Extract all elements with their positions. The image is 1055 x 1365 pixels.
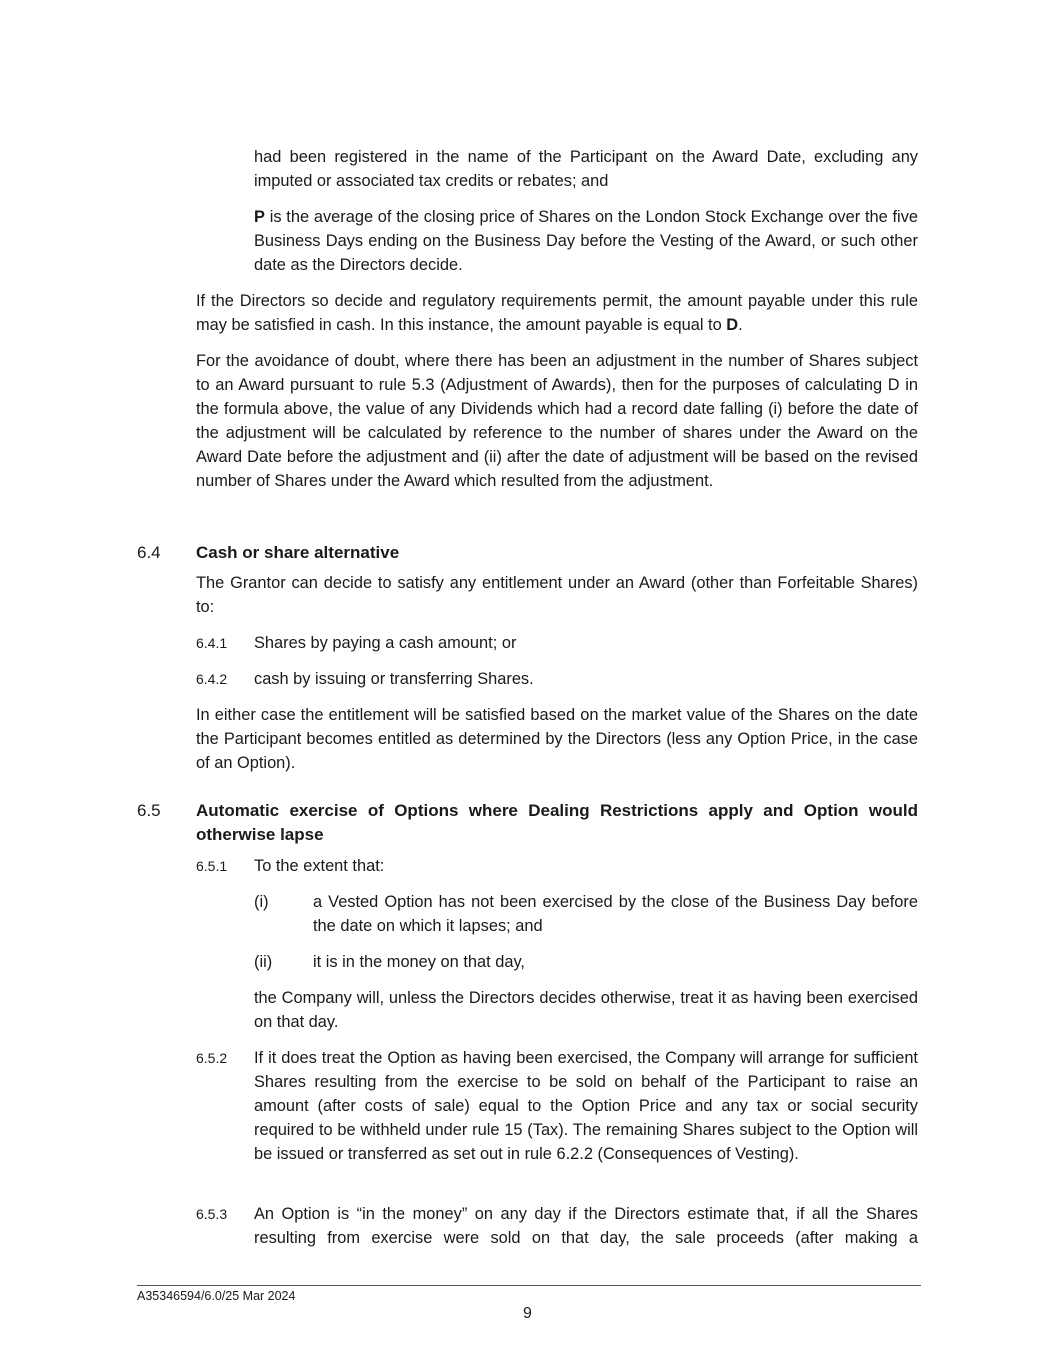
sub-number-ii: (ii) xyxy=(254,953,273,971)
clause-number-6-5-3: 6.5.3 xyxy=(196,1206,228,1222)
clause-text-6-4-2: cash by issuing or transferring Shares. xyxy=(254,670,534,688)
section-number-6-4: 6.4 xyxy=(137,543,161,562)
d-term: D xyxy=(726,316,739,334)
cash-payment-end: . xyxy=(738,316,743,334)
clause-6-5-1-closing: the Company will, unless the Directors decides otherwise, treat it as having been exercised on that day. xyxy=(254,989,918,1031)
cash-payment-paragraph xyxy=(196,289,918,337)
clause-number-6-5-2: 6.5.2 xyxy=(196,1050,228,1066)
p-term: P xyxy=(254,208,265,226)
avoidance-paragraph: For the avoidance of doubt, where there has been an adjustment in the number of Shares subject to an Award pursuant to rule 5.3 (Adjustment of Awards), then for the purposes of calculating D in the formula above, the value of any Dividends which had a record date falling (i) before the date of the adjustment will be calculated by reference to the number of shares under the Award on the Award Date before the adjustment and (ii) after the date of adjustment will be based on the revised number of Shares under the Award which resulted from the adjustment. xyxy=(196,352,918,490)
page-number: 9 xyxy=(523,1305,532,1322)
clause-text-6-5-1: To the extent that: xyxy=(254,857,385,875)
section-number-6-5: 6.5 xyxy=(137,801,161,820)
section-heading-6-5: Automatic exercise of Options where Dealing Restrictions apply and Option would otherwise lapse xyxy=(196,801,918,844)
footer-divider xyxy=(137,1285,921,1286)
continuation-paragraph: had been registered in the name of the Participant on the Award Date, excluding any imputed or associated tax credits or rebates; and xyxy=(254,148,918,190)
cash-payment-text: If the Directors so decide and regulatory requirements permit, the amount payable under this rule may be satisfied in cash. In this instance, the amount payable is equal to xyxy=(196,292,918,334)
clause-number-6-4-1: 6.4.1 xyxy=(196,635,228,651)
document-reference: A35346594/6.0/25 Mar 2024 xyxy=(137,1289,296,1303)
clause-number-6-4-2: 6.4.2 xyxy=(196,671,228,687)
p-definition-text: is the average of the closing price of Shares on the London Stock Exchange over the five Business Days ending on the Business Day before the Vesting of the Award, or such other date as the Directors decide. xyxy=(254,208,918,274)
sub-text-i: a Vested Option has not been exercised by the close of the Business Day before the date on which it lapses; and xyxy=(313,893,918,935)
section-6-4-intro: The Grantor can decide to satisfy any entitlement under an Award (other than Forfeitable Shares) to: xyxy=(196,574,918,616)
p-definition-paragraph xyxy=(254,205,918,277)
clause-text-6-5-3: An Option is “in the money” on any day if the Directors estimate that, if all the Shares resulting from exercise were sold on that day, the sale proceeds (after making a xyxy=(254,1205,918,1247)
clause-text-6-5-2: If it does treat the Option as having been exercised, the Company will arrange for sufficient Shares resulting from the exercise to be sold on behalf of the Participant to raise an amount (after costs of sale) equal to the Option Price and any tax or social security required to be withheld under rule 15 (Tax). The remaining Shares subject to the Option will be issued or transferred as set out in rule 6.2.2 (Consequences of Vesting). xyxy=(254,1049,918,1163)
sub-text-ii: it is in the money on that day, xyxy=(313,953,525,971)
section-6-4-closing: In either case the entitlement will be satisfied based on the market value of the Shares on the date the Participant becomes entitled as determined by the Directors (less any Option Price, in the case of an Option). xyxy=(196,706,918,772)
sub-number-i: (i) xyxy=(254,893,269,911)
section-heading-6-4: Cash or share alternative xyxy=(196,543,400,562)
clause-number-6-5-1: 6.5.1 xyxy=(196,858,228,874)
clause-text-6-4-1: Shares by paying a cash amount; or xyxy=(254,634,517,652)
